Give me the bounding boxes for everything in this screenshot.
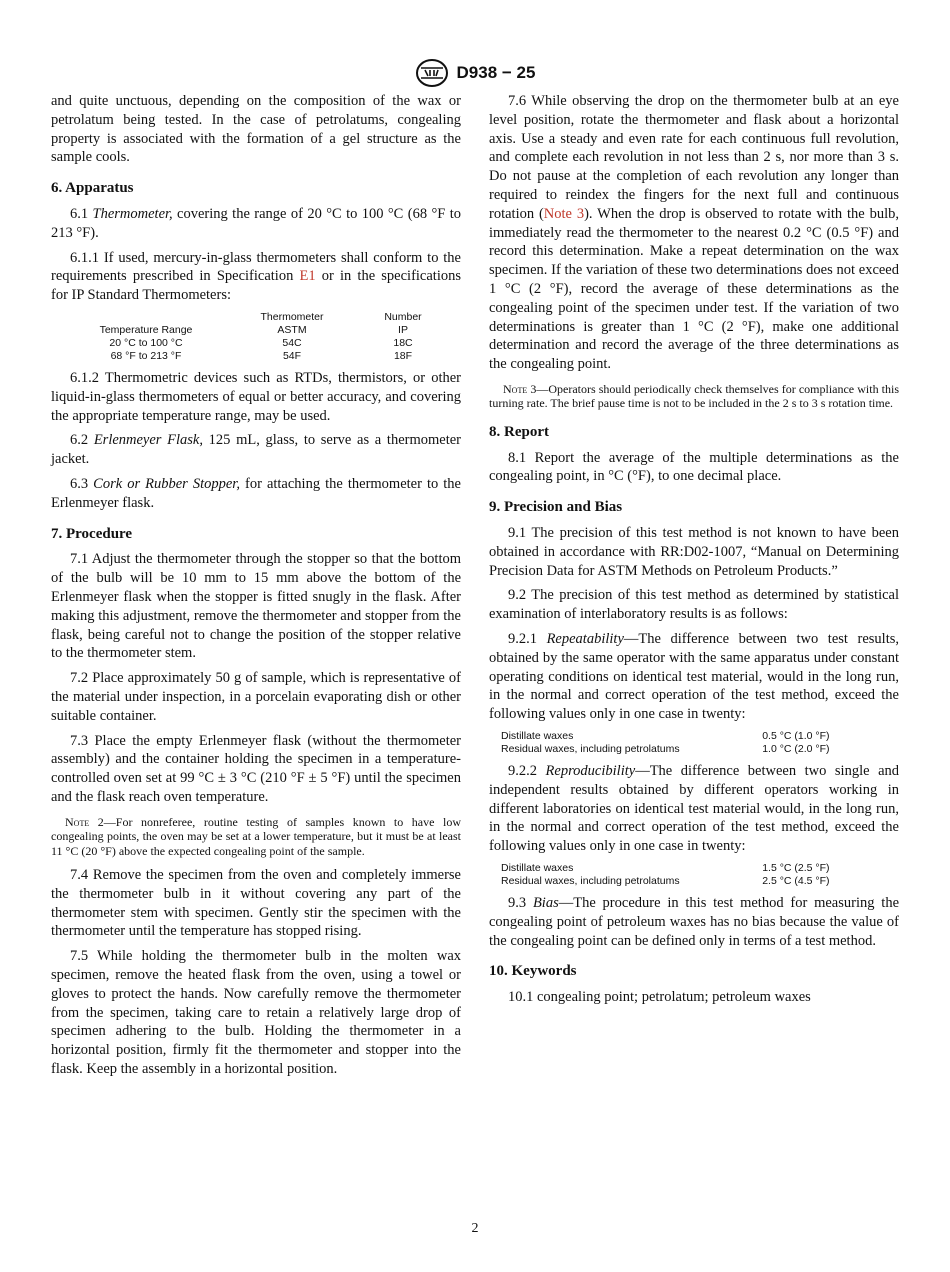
left-column xyxy=(51,92,461,1085)
paragraph-7-2: 7.2 Place approximately 50 g of sample, which is representative of the material under inspection, in a porcelain evaporating dish or other suitable container. xyxy=(51,670,461,724)
paragraph-7-6: 7.6 While observing the drop on the thermometer bulb at an eye level position, rotate the thermometer and flask about a horizontal axis. Use a steady and even rate for each continuous full revolution, and complete each revolution in not less than 2 s, nor more than 3 s. Do not pause at the completion of each revolution any longer than required to reindex the fingers for the next full and continuous rotation (Note 3). When the drop is observed to rotate with the bulb, immediately read the thermometer to the nearest 0.2 °C (0.5 °F) and record this determination. Make a repeat determination on the wax specimen. If the variation of these two determinations does not exceed 1 °C (2 °F), record the average of these determinations as the congealing point of the specimen under test. If the variation of two determinations is greater than 1 °C (2 °F), make one additional determination and record the average of the three determinations as the congealing point. xyxy=(489,93,899,373)
table-header-row: Temperature Range ASTM IP xyxy=(99,323,408,336)
right-column xyxy=(489,92,899,1013)
note-3-link[interactable]: Note 3 xyxy=(543,205,585,222)
paragraph-9-2: 9.2 The precision of this test method as determined by statistical examination of interlaboratory results is as follows: xyxy=(489,587,899,623)
thermometer-table xyxy=(63,311,451,363)
spec-e1-link[interactable]: E1 xyxy=(299,268,316,285)
section-9-heading: 9. Precision and Bias xyxy=(489,499,623,516)
page-number: 2 xyxy=(471,1221,479,1236)
paragraph-6-1-1: 6.1.1 If used, mercury-in-glass thermometers shall conform to the requirements prescribed in Specification E1 or in the specifications for IP Standard Thermometers: xyxy=(51,249,462,304)
paragraph-9-2-1: 9.2.1 Repeatability—The difference between two test results, obtained by the same operator with the same apparatus under constant operating conditions on identical test material, would in the long run, in the normal and correct operation of the test method, exceed the following values only in one case in twenty: xyxy=(489,630,899,723)
section-7-heading: 7. Procedure xyxy=(51,525,133,542)
table-header-row: Thermometer Number xyxy=(260,310,422,323)
section-10-heading: 10. Keywords xyxy=(489,963,577,980)
paragraph-8-1: 8.1 Report the average of the multiple determinations as the congealing point, in °C (°F), to one decimal place. xyxy=(489,449,899,485)
table-row: Residual waxes, including petrolatums 1.0 °C (2.0 °F) xyxy=(501,742,830,755)
paragraph-6-1-2: 6.1.2 Thermometric devices such as RTDs, thermistors, or other liquid-in-glass thermometers of equal or better accuracy, and covering the appropriate temperature range, may be used. xyxy=(51,369,461,424)
reproducibility-table xyxy=(501,862,861,888)
paragraph-9-3: 9.3 Bias—The procedure in this test method for measuring the congealing point of petroleum waxes has no bias because the value of the congealing point can be defined only in terms of a test method. xyxy=(489,894,900,949)
table-row: 68 °F to 213 °F 54F 18F xyxy=(110,349,413,362)
paragraph-intro: and quite unctuous, depending on the composition of the wax or petrolatum being tested. In the case of petrolatums, congealing property is associated with the formation of a gel structure as the sample cools. xyxy=(51,93,461,166)
note-3: Note 3—Operators should periodically check themselves for compliance with this turning rate. The brief pause time is not to be included in the 2 s to 3 s rotation time. xyxy=(489,381,900,411)
repeatability-table xyxy=(501,730,861,756)
note-2: Note 2—For nonreferee, routine testing of samples known to have low congealing points, the oven may be set at a lower temperature, but it must be at least 11 °C (20 °F) above the expected congealing point of the sample. xyxy=(51,814,462,858)
table-row: Distillate waxes 1.5 °C (2.5 °F) xyxy=(501,861,830,874)
paragraph-7-1: 7.1 Adjust the thermometer through the stopper so that the bottom of the bulb will be 10 mm to 15 mm above the bottom of the Erlenmeyer flask when the stopper is fitted snugly in the flask. After making this adjustment, remove the thermometer and stopper from the flask, being careful not to change the position of the stopper relative to the thermometer stem. xyxy=(51,551,461,662)
paragraph-7-5: 7.5 While holding the thermometer bulb in the molten wax specimen, remove the heated flask from the oven, using a towel or gloves to protect the hands. Now carefully remove the thermometer from the specimen, taking care to retain a relatively large drop of specimen adhering to the bulb. Holding the thermometer in a horizontal position, firmly fit the thermometer and stopper into the flask. Keep the assembly in a horizontal position. xyxy=(51,948,461,1077)
page-header xyxy=(0,58,950,88)
paragraph-7-4: 7.4 Remove the specimen from the oven and completely immerse the thermometer bulb in it without covering any part of the thermometer stem with specimen. Gently stir the specimen with the thermometer until the temperature has stopped rising. xyxy=(51,866,461,940)
table-row: 20 °C to 100 °C 54C 18C xyxy=(109,336,413,349)
paragraph-10-1: 10.1 congealing point; petrolatum; petroleum waxes xyxy=(508,989,811,1006)
table-row: Residual waxes, including petrolatums 2.5 °C (4.5 °F) xyxy=(501,874,830,887)
paragraph-9-2-2: 9.2.2 Reproducibility—The difference between two single and independent results obtained by different operators working in different laboratories on identical test material would, in the long run, in the normal and correct operation of the test method, exceed the following values only in one case in twenty: xyxy=(489,762,900,855)
paragraph-6-2: 6.2 Erlenmeyer Flask, 125 mL, glass, to serve as a thermometer jacket. xyxy=(51,432,461,468)
astm-logo-icon xyxy=(415,58,449,88)
table-row: Distillate waxes 0.5 °C (1.0 °F) xyxy=(501,729,830,742)
paragraph-6-1: 6.1 Thermometer, covering the range of 20 °C to 100 °C (68 °F to 213 °F). xyxy=(51,205,461,241)
paragraph-9-1: 9.1 The precision of this test method is not known to have been obtained in accordance with RR:D02-1007, “Manual on Determining Precision Data for ASTM Methods on Petroleum Products.” xyxy=(489,524,899,579)
paragraph-6-3: 6.3 Cork or Rubber Stopper, for attaching the thermometer to the Erlenmeyer flask. xyxy=(51,475,461,511)
paragraph-7-3: 7.3 Place the empty Erlenmeyer flask (without the thermometer assembly) and the container holding the specimen in a temperature-controlled oven set at 99 °C ± 3 °C (210 °F ± 5 °F) until the specimen and the flask reach oven temperature. xyxy=(51,732,461,805)
section-8-heading: 8. Report xyxy=(489,423,549,440)
document-code: D938 − 25 xyxy=(456,63,536,82)
section-6-heading: 6. Apparatus xyxy=(51,180,134,197)
